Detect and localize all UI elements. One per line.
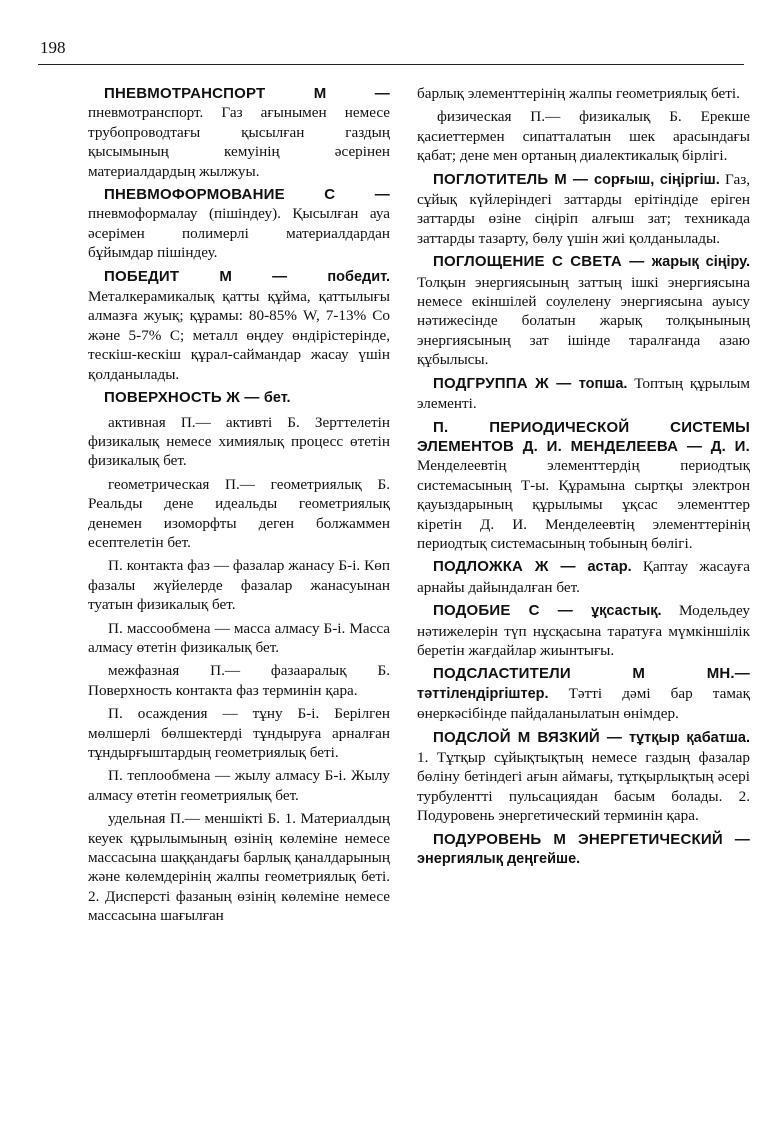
entry-gloss: тәттілендіргіштер. xyxy=(417,685,549,702)
entry-definition: геометрическая П.— геометриялық Б. Реальды дене идеальды геометриялық денемен изоморфты деген болжаммен есептелетін бет. xyxy=(88,475,390,551)
dictionary-subentry xyxy=(88,766,390,805)
entry-definition: Модельдеу нәтижелерін түп нұсқасына таратуға мүмкіншілік беретін жағдайлар жиынтығы. xyxy=(417,602,750,659)
dictionary-entry xyxy=(88,388,390,408)
entry-gloss: жарық сіңіру. xyxy=(651,254,750,271)
entry-definition: физическая П.— физикалық Б. Ерекше қасиеттермен сипатталатын шек арасындағы қабат; дене мен ортаның диалектикалық бірлігі. xyxy=(417,108,750,165)
dictionary-entry xyxy=(417,664,750,723)
dictionary-subentry xyxy=(417,84,750,103)
entry-definition: барлық элементтерінің жалпы геометриялық беті. xyxy=(417,85,740,102)
dictionary-subentry xyxy=(88,809,390,925)
entry-gloss: ұқсастық. xyxy=(591,603,662,620)
entry-definition: 1. Тұтқыр сұйықтықтың немесе газдың фазалар бөліну бетіндегі ағын аймағы, тұтқырлықтың әсері турбулентті пульсациядан басым болады. 2. Подуровень энергетический терминін қара. xyxy=(417,749,750,825)
entry-definition: пневмоформалау (пішіндеу). Қысылған ауа әсерімен полимерлі материалдардан бұйымдар пішіндеу. xyxy=(88,205,390,262)
dictionary-entry xyxy=(417,728,750,826)
header-rule xyxy=(38,64,744,65)
page-number: 198 xyxy=(40,38,66,57)
entry-definition: пневмотранспорт. Газ ағынымен немесе трубопроводтағы қысылған газдың қысымының кемуінің әсерінен материалдардың жылжуы. xyxy=(88,104,390,180)
entry-headword: ПОГЛОЩЕНИЕ С СВЕТА — xyxy=(433,253,652,271)
entry-headword: ПОДУРОВЕНЬ М ЭНЕРГЕТИЧЕСКИЙ — xyxy=(433,830,750,848)
entry-headword: ПОВЕРХНОСТЬ Ж — xyxy=(104,389,264,407)
entry-headword: ПОБЕДИТ М — xyxy=(104,267,328,285)
entry-headword: ПОДСЛАСТИТЕЛИ М МН.— xyxy=(433,665,750,683)
entry-definition: Газ, сұйық күйлеріндегі заттарды ерітіндіде еріген заттарды өзіне сіңіріп алғыш зат; техникада заттарды тазарту, бөлу үшін жиі қолданылады. xyxy=(417,170,750,247)
entry-gloss: победит. xyxy=(327,268,390,285)
entry-definition: П. массообмена — масса алмасу Б-і. Масса алмасу өтетін физикалық бет. xyxy=(88,619,390,656)
left-column xyxy=(88,84,390,930)
dictionary-entry xyxy=(417,830,750,870)
entry-definition: Менделеевтің элементтердің периодтық системасының Т-ы. Құрамына сыртқы электрон қауыздарының құрылымы ұқсас элементтер кіретін Д. И. Менделеевтің элементтерінің периодтық системасының тобының бөлігі. xyxy=(417,457,750,552)
entry-definition: Топтың құрылым элементі. xyxy=(417,374,750,413)
dictionary-entry xyxy=(88,185,390,263)
dictionary-entry xyxy=(417,252,750,369)
dictionary-entry xyxy=(88,84,390,181)
entry-headword: ПНЕВМОТРАНСПОРТ М — xyxy=(104,85,390,102)
entry-definition: Тәтті дәмі бар тамақ өнеркәсібінде пайдаланылатын өнімдер. xyxy=(417,684,750,723)
entry-gloss: топша. xyxy=(578,375,628,392)
entry-gloss: тұтқыр қабатша. xyxy=(629,729,750,746)
entry-definition: П. теплообмена — жылу алмасу Б-і. Жылу алмасу өтетін геометриялық бет. xyxy=(88,767,390,804)
right-column xyxy=(417,84,750,873)
entry-definition: П. контакта фаз — фазалар жанасу Б-і. Көп фазалы жүйелерде фазалар жанасуынан туатын физикалық бет. xyxy=(88,557,390,614)
dictionary-entry xyxy=(417,418,750,554)
entry-definition: П. осаждения — тұну Б-і. Берілген мөлшерлі бөлшектерді тұндыруға арналған тұндырғыштардың геометриялық беті. xyxy=(88,705,390,761)
entry-gloss: астар. xyxy=(587,559,632,576)
dictionary-subentry xyxy=(88,619,390,658)
entry-definition: межфазная П.— фазааралық Б. Поверхность контакта фаз терминін қара. xyxy=(88,662,390,699)
entry-gloss: бет. xyxy=(263,390,291,407)
entry-headword: П. ПЕРИОДИЧЕСКОЙ СИСТЕМЫ ЭЛЕМЕНТОВ Д. И. МЕНДЕЛЕЕВА — Д. И. xyxy=(417,418,750,455)
dictionary-entry xyxy=(417,557,750,597)
dictionary-subentry xyxy=(88,475,390,553)
entry-definition: удельная П.— меншікті Б. 1. Материалдың кеуек құрылымының өзінің көлеміне немесе массасына шаққандағы барлық қаналдарының және көлемдерінің жалпы геометриялық беті. 2. Дисперсті фазаның өзінің көлеміне немесе массасына шағылған xyxy=(88,810,390,925)
entry-headword: ПОДСЛОЙ М ВЯЗКИЙ — xyxy=(433,728,629,746)
dictionary-entry xyxy=(417,374,750,414)
entry-gloss: энергиялық деңгейше. xyxy=(417,851,581,868)
entry-definition: Қаптау жасауға арнайы дайындалған бет. xyxy=(417,558,750,596)
dictionary-subentry xyxy=(88,413,390,471)
entry-headword: ПНЕВМОФОРМОВАНИЕ С — xyxy=(104,186,390,204)
entry-headword: ПОДОБИЕ С — xyxy=(433,602,592,620)
entry-definition: активная П.— активті Б. Зерттелетін физикалық немесе химиялық процесс өтетін физикалық бет. xyxy=(88,413,390,470)
entry-definition: Металкерамикалық қатты құйма, қаттылығы алмазға жуық; құрамы: 80-85% W, 7-13% Co және 5-7% C; металл өңдеу өндірістерінде, тескіш-кескіш құрал-саймандар жасау үшін қолданылады. xyxy=(88,288,390,383)
entry-headword: ПОДЛОЖКА Ж — xyxy=(433,558,588,576)
dictionary-entry xyxy=(417,601,750,660)
dictionary-subentry xyxy=(88,556,390,614)
entry-definition: Толқын энергиясының заттың ішкі энергиясына немесе екіншілей соулелену энергиясына ауысу нәтижесінде болатын жарық толқынының энергиясының зат ішінде таралғанда азаю құбылысы. xyxy=(417,273,750,369)
dictionary-subentry xyxy=(417,107,750,165)
dictionary-subentry xyxy=(88,661,390,700)
entry-headword: ПОГЛОТИТЕЛЬ М — xyxy=(433,170,594,188)
dictionary-entry xyxy=(88,267,390,384)
dictionary-subentry xyxy=(88,704,390,762)
entry-gloss: сорғыш, сіңіргіш. xyxy=(593,171,720,188)
dictionary-entry xyxy=(417,170,750,249)
entry-headword: ПОДГРУППА Ж — xyxy=(433,374,579,392)
